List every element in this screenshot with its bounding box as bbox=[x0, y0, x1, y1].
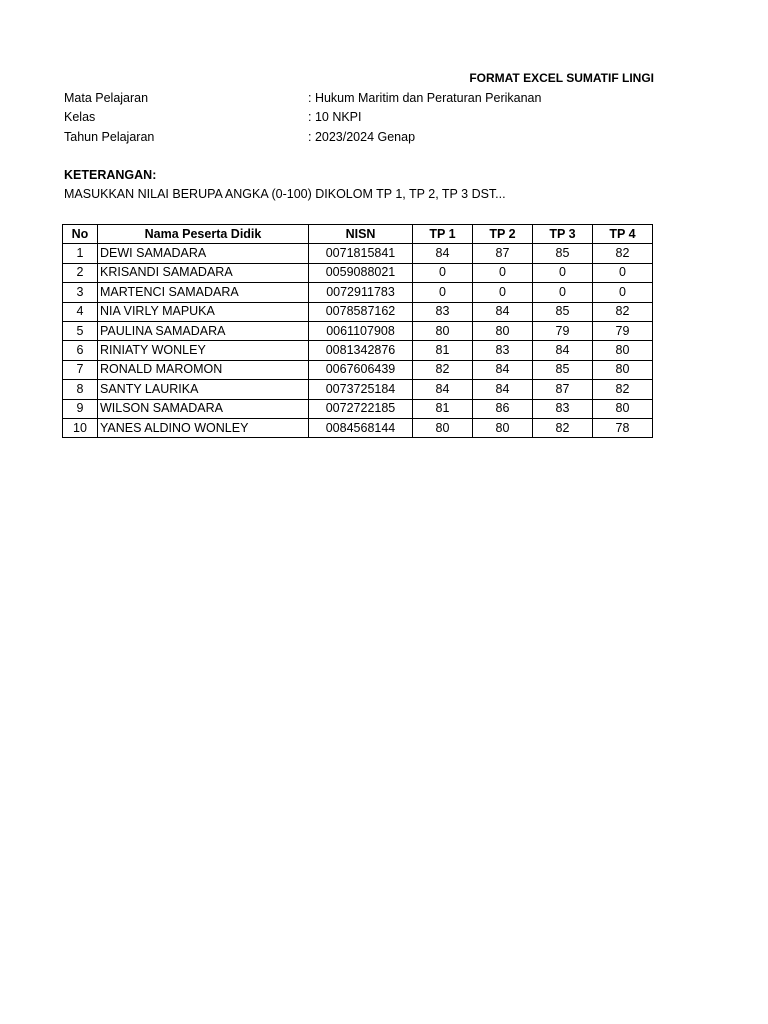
cell-tp4: 0 bbox=[593, 263, 653, 282]
column-header-tp2: TP 2 bbox=[473, 225, 533, 244]
cell-tp3: 82 bbox=[533, 418, 593, 437]
cell-tp4: 78 bbox=[593, 418, 653, 437]
cell-tp1: 80 bbox=[413, 418, 473, 437]
cell-tp4: 79 bbox=[593, 321, 653, 340]
cell-tp2: 83 bbox=[473, 341, 533, 360]
info-label-class: Kelas bbox=[64, 110, 96, 124]
table-row bbox=[63, 360, 653, 379]
cell-tp2: 84 bbox=[473, 380, 533, 399]
column-header-tp3: TP 3 bbox=[533, 225, 593, 244]
column-header-no: No bbox=[63, 225, 98, 244]
cell-tp3: 0 bbox=[533, 263, 593, 282]
cell-name: KRISANDI SAMADARA bbox=[98, 263, 309, 282]
table-row bbox=[63, 418, 653, 437]
table-row bbox=[63, 302, 653, 321]
cell-tp3: 85 bbox=[533, 360, 593, 379]
document-title: FORMAT EXCEL SUMATIF LINGI bbox=[469, 71, 654, 85]
column-header-nisn: NISN bbox=[309, 225, 413, 244]
cell-no: 5 bbox=[63, 321, 98, 340]
cell-tp3: 83 bbox=[533, 399, 593, 418]
cell-name: WILSON SAMADARA bbox=[98, 399, 309, 418]
cell-name: RINIATY WONLEY bbox=[98, 341, 309, 360]
cell-no: 2 bbox=[63, 263, 98, 282]
cell-nisn: 0078587162 bbox=[309, 302, 413, 321]
cell-no: 1 bbox=[63, 244, 98, 263]
cell-name: RONALD MAROMON bbox=[98, 360, 309, 379]
cell-tp3: 0 bbox=[533, 283, 593, 302]
cell-nisn: 0072911783 bbox=[309, 283, 413, 302]
cell-tp4: 80 bbox=[593, 360, 653, 379]
cell-no: 3 bbox=[63, 283, 98, 302]
table-row bbox=[63, 263, 653, 282]
info-value-year: : 2023/2024 Genap bbox=[308, 130, 416, 144]
cell-nisn: 0059088021 bbox=[309, 263, 413, 282]
column-header-tp1: TP 1 bbox=[413, 225, 473, 244]
info-label-year: Tahun Pelajaran bbox=[64, 130, 155, 144]
column-header-tp4: TP 4 bbox=[593, 225, 653, 244]
keterangan-heading: KETERANGAN: bbox=[64, 168, 157, 182]
grade-table bbox=[62, 224, 653, 438]
cell-tp3: 87 bbox=[533, 380, 593, 399]
column-header-name: Nama Peserta Didik bbox=[98, 225, 309, 244]
table-row bbox=[63, 283, 653, 302]
cell-tp1: 80 bbox=[413, 321, 473, 340]
cell-tp1: 0 bbox=[413, 263, 473, 282]
cell-tp3: 84 bbox=[533, 341, 593, 360]
cell-tp2: 80 bbox=[473, 321, 533, 340]
cell-nisn: 0061107908 bbox=[309, 321, 413, 340]
cell-no: 10 bbox=[63, 418, 98, 437]
cell-tp4: 82 bbox=[593, 244, 653, 263]
cell-nisn: 0071815841 bbox=[309, 244, 413, 263]
cell-tp2: 84 bbox=[473, 360, 533, 379]
table-row bbox=[63, 380, 653, 399]
cell-tp1: 81 bbox=[413, 341, 473, 360]
cell-tp1: 81 bbox=[413, 399, 473, 418]
info-value-class: : 10 NKPI bbox=[308, 110, 362, 124]
cell-nisn: 0084568144 bbox=[309, 418, 413, 437]
cell-nisn: 0081342876 bbox=[309, 341, 413, 360]
cell-tp4: 80 bbox=[593, 341, 653, 360]
cell-no: 8 bbox=[63, 380, 98, 399]
cell-no: 4 bbox=[63, 302, 98, 321]
cell-tp4: 80 bbox=[593, 399, 653, 418]
table-row bbox=[63, 321, 653, 340]
cell-name: DEWI SAMADARA bbox=[98, 244, 309, 263]
cell-tp4: 0 bbox=[593, 283, 653, 302]
cell-tp1: 84 bbox=[413, 244, 473, 263]
cell-tp2: 86 bbox=[473, 399, 533, 418]
cell-tp3: 85 bbox=[533, 244, 593, 263]
keterangan-text: MASUKKAN NILAI BERUPA ANGKA (0-100) DIKOLOM TP 1, TP 2, TP 3 DST... bbox=[64, 187, 506, 201]
cell-name: YANES ALDINO WONLEY bbox=[98, 418, 309, 437]
cell-no: 6 bbox=[63, 341, 98, 360]
table-row bbox=[63, 341, 653, 360]
cell-tp1: 0 bbox=[413, 283, 473, 302]
cell-tp4: 82 bbox=[593, 380, 653, 399]
cell-tp1: 84 bbox=[413, 380, 473, 399]
cell-name: SANTY LAURIKA bbox=[98, 380, 309, 399]
cell-name: PAULINA SAMADARA bbox=[98, 321, 309, 340]
cell-tp2: 0 bbox=[473, 283, 533, 302]
cell-tp3: 79 bbox=[533, 321, 593, 340]
cell-no: 9 bbox=[63, 399, 98, 418]
cell-nisn: 0067606439 bbox=[309, 360, 413, 379]
table-row bbox=[63, 399, 653, 418]
cell-tp2: 84 bbox=[473, 302, 533, 321]
cell-tp2: 80 bbox=[473, 418, 533, 437]
cell-tp3: 85 bbox=[533, 302, 593, 321]
info-label-subject: Mata Pelajaran bbox=[64, 91, 149, 105]
cell-name: NIA VIRLY MAPUKA bbox=[98, 302, 309, 321]
cell-no: 7 bbox=[63, 360, 98, 379]
table-row bbox=[63, 244, 653, 263]
cell-nisn: 0072722185 bbox=[309, 399, 413, 418]
cell-tp1: 82 bbox=[413, 360, 473, 379]
cell-nisn: 0073725184 bbox=[309, 380, 413, 399]
cell-name: MARTENCI SAMADARA bbox=[98, 283, 309, 302]
cell-tp2: 0 bbox=[473, 263, 533, 282]
cell-tp2: 87 bbox=[473, 244, 533, 263]
info-value-subject: : Hukum Maritim dan Peraturan Perikanan bbox=[308, 91, 542, 105]
table-header-row bbox=[63, 225, 653, 244]
cell-tp4: 82 bbox=[593, 302, 653, 321]
cell-tp1: 83 bbox=[413, 302, 473, 321]
